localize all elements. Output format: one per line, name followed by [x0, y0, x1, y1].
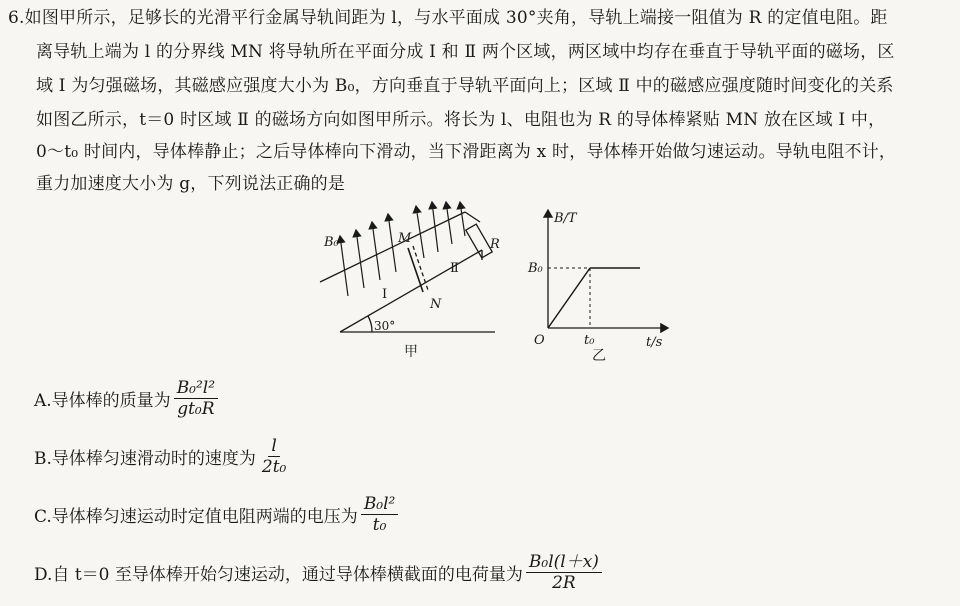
y-tick-b0: B₀	[528, 261, 543, 276]
option-c-fraction	[361, 494, 399, 535]
angle-arc	[368, 316, 372, 332]
field-arrows	[340, 202, 465, 296]
angle-label: 30°	[374, 319, 396, 333]
option-b-text: B.导体棒匀速滑动时的速度为	[34, 449, 256, 469]
b0-label: B₀	[324, 235, 339, 250]
field-arrow	[356, 230, 364, 288]
field-arrow	[460, 202, 465, 236]
region-2-label: Ⅱ	[450, 261, 459, 276]
option-d-fraction	[526, 552, 602, 593]
option-a-denominator: gt₀R	[177, 399, 215, 419]
figures	[300, 200, 720, 370]
y-axis-label: B/T	[554, 211, 577, 226]
question-line-4: 如图乙所示，t＝0 时区域 Ⅱ 的磁场方向如图甲所示。将长为 l、电阻也为 R 的导体棒紧贴 MN 放在区域 Ⅰ 中，	[36, 110, 886, 130]
r-label: R	[490, 237, 500, 252]
origin-label: O	[534, 333, 545, 348]
curve-rise	[548, 268, 590, 328]
option-b[interactable]	[34, 436, 289, 477]
m-label: M	[398, 231, 412, 246]
x-tick-t0: t₀	[584, 333, 595, 348]
option-d-denominator: 2R	[552, 573, 576, 593]
top-wire	[465, 212, 480, 222]
option-a-fraction	[174, 378, 218, 419]
question-line-3: 域 Ⅰ 为匀强磁场，其磁感应强度大小为 B₀，方向垂直于导轨平面向上；区域 Ⅱ 中的磁感应强度随时间变化的关系	[36, 76, 894, 96]
question-line-1: 6.如图甲所示，足够长的光滑平行金属导轨间距为 l，与水平面成 30°夹角，导轨上端接一阻值为 R 的定值电阻。距	[8, 8, 888, 28]
option-b-fraction	[259, 436, 289, 477]
region-1-label: Ⅰ	[382, 287, 388, 302]
question-line-6: 重力加速度大小为 g，下列说法正确的是	[36, 174, 346, 194]
option-d-text: D.自 t＝0 至导体棒开始匀速运动，通过导体棒横截面的电荷量为	[34, 565, 523, 585]
n-label: N	[430, 297, 442, 312]
option-a[interactable]	[34, 378, 218, 419]
option-b-numerator: l	[268, 436, 279, 457]
figure-jia-caption: 甲	[404, 344, 418, 360]
resistor	[466, 224, 492, 258]
field-arrow	[340, 236, 348, 296]
option-b-denominator: 2t₀	[261, 457, 287, 477]
figure-yi-caption: 乙	[592, 348, 606, 364]
field-arrow	[372, 222, 380, 280]
option-a-numerator: B₀²l²	[174, 378, 218, 399]
question-line-5: 0～t₀ 时间内，导体棒静止；之后导体棒向下滑动，当下滑距离为 x 时，导体棒开始做匀速运动。导轨电阻不计，	[36, 142, 897, 162]
option-c-denominator: t₀	[372, 515, 387, 535]
option-a-text: A.导体棒的质量为	[34, 391, 171, 411]
option-c-numerator: B₀l²	[361, 494, 399, 515]
question-line-2: 离导轨上端为 l 的分界线 MN 将导轨所在平面分成 Ⅰ 和 Ⅱ 两个区域，两区域中均存在垂直于导轨平面的磁场，区	[36, 42, 895, 62]
x-axis-label: t/s	[646, 335, 663, 350]
option-d[interactable]	[34, 552, 602, 593]
figure-jia	[320, 212, 495, 332]
figure-yi	[527, 210, 668, 364]
option-c-text: C.导体棒匀速运动时定值电阻两端的电压为	[34, 507, 358, 527]
option-d-numerator: B₀l(l＋x)	[526, 552, 602, 573]
option-c[interactable]	[34, 494, 398, 535]
field-arrow	[388, 214, 396, 272]
field-arrow	[446, 202, 452, 244]
